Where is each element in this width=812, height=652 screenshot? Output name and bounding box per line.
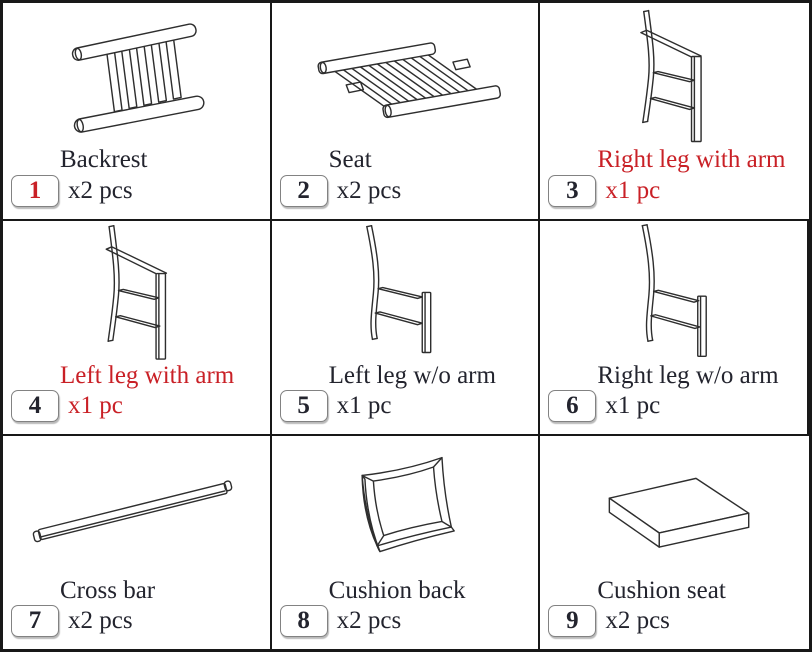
part-number: 6 xyxy=(566,392,579,420)
left-leg-wo-arm-illustration xyxy=(272,221,539,362)
part-name: Cushion back xyxy=(328,576,466,604)
part-name: Seat xyxy=(328,145,372,173)
part-name: Left leg w/o arm xyxy=(328,361,496,389)
part-cell-cushion-seat xyxy=(540,436,809,649)
part-qty-row xyxy=(272,390,539,434)
part-qty: x2 pcs xyxy=(68,607,133,635)
cushion-seat-illustration xyxy=(540,436,809,577)
cross-bar-illustration xyxy=(3,436,270,577)
part-number: 4 xyxy=(28,392,42,420)
part-number-box xyxy=(280,605,328,637)
part-qty-row xyxy=(272,605,539,649)
part-name: Cushion seat xyxy=(597,577,726,605)
part-qty-row xyxy=(272,175,539,219)
part-number-box xyxy=(548,175,596,207)
part-qty-row xyxy=(540,390,807,434)
part-name: Cross bar xyxy=(60,576,156,604)
part-cell-backrest xyxy=(3,3,272,221)
part-name: Right leg with arm xyxy=(597,146,786,174)
part-qty: x1 pc xyxy=(68,392,123,420)
part-number: 8 xyxy=(297,607,310,635)
part-cell-cross-bar xyxy=(3,436,272,649)
part-cell-right-leg-arm xyxy=(540,3,809,221)
part-qty-row xyxy=(540,605,809,649)
part-number: 3 xyxy=(566,176,579,204)
part-qty-row xyxy=(3,390,270,434)
part-name: Left leg with arm xyxy=(60,361,235,389)
part-name: Backrest xyxy=(60,145,148,173)
part-qty: x2 pcs xyxy=(336,607,402,635)
part-number: 2 xyxy=(297,176,310,204)
part-cell-right-leg xyxy=(540,221,809,436)
part-qty: x1 pc xyxy=(336,392,392,420)
part-number-box xyxy=(280,390,328,422)
part-qty: x2 pcs xyxy=(336,176,402,204)
part-number: 7 xyxy=(28,607,42,635)
right-leg-with-arm-illustration xyxy=(540,3,809,146)
seat-illustration xyxy=(272,3,539,146)
part-number-box xyxy=(11,175,59,207)
part-qty-row xyxy=(540,175,809,219)
part-qty: x2 pcs xyxy=(68,176,133,204)
part-cell-seat xyxy=(272,3,541,221)
part-number-box xyxy=(11,390,59,422)
part-cell-cushion-back xyxy=(272,436,541,649)
part-number: 9 xyxy=(566,607,579,635)
part-number: 5 xyxy=(297,392,310,420)
part-cell-left-leg-arm xyxy=(3,221,272,436)
part-number-box xyxy=(11,605,59,637)
part-cell-left-leg xyxy=(272,221,541,436)
left-leg-with-arm-illustration xyxy=(3,221,270,362)
right-leg-wo-arm-illustration xyxy=(540,221,807,362)
part-qty: x2 pcs xyxy=(605,607,670,635)
part-qty: x1 pc xyxy=(605,176,661,204)
part-qty-row xyxy=(3,605,270,649)
part-number-box xyxy=(548,390,596,422)
backrest-illustration xyxy=(3,3,270,146)
part-number: 1 xyxy=(28,176,42,204)
cushion-back-illustration xyxy=(272,436,539,577)
part-number-box xyxy=(280,175,328,207)
part-qty-row xyxy=(3,175,270,219)
part-name: Right leg w/o arm xyxy=(597,361,779,389)
part-number-box xyxy=(548,605,596,637)
part-qty: x1 pc xyxy=(605,392,661,420)
